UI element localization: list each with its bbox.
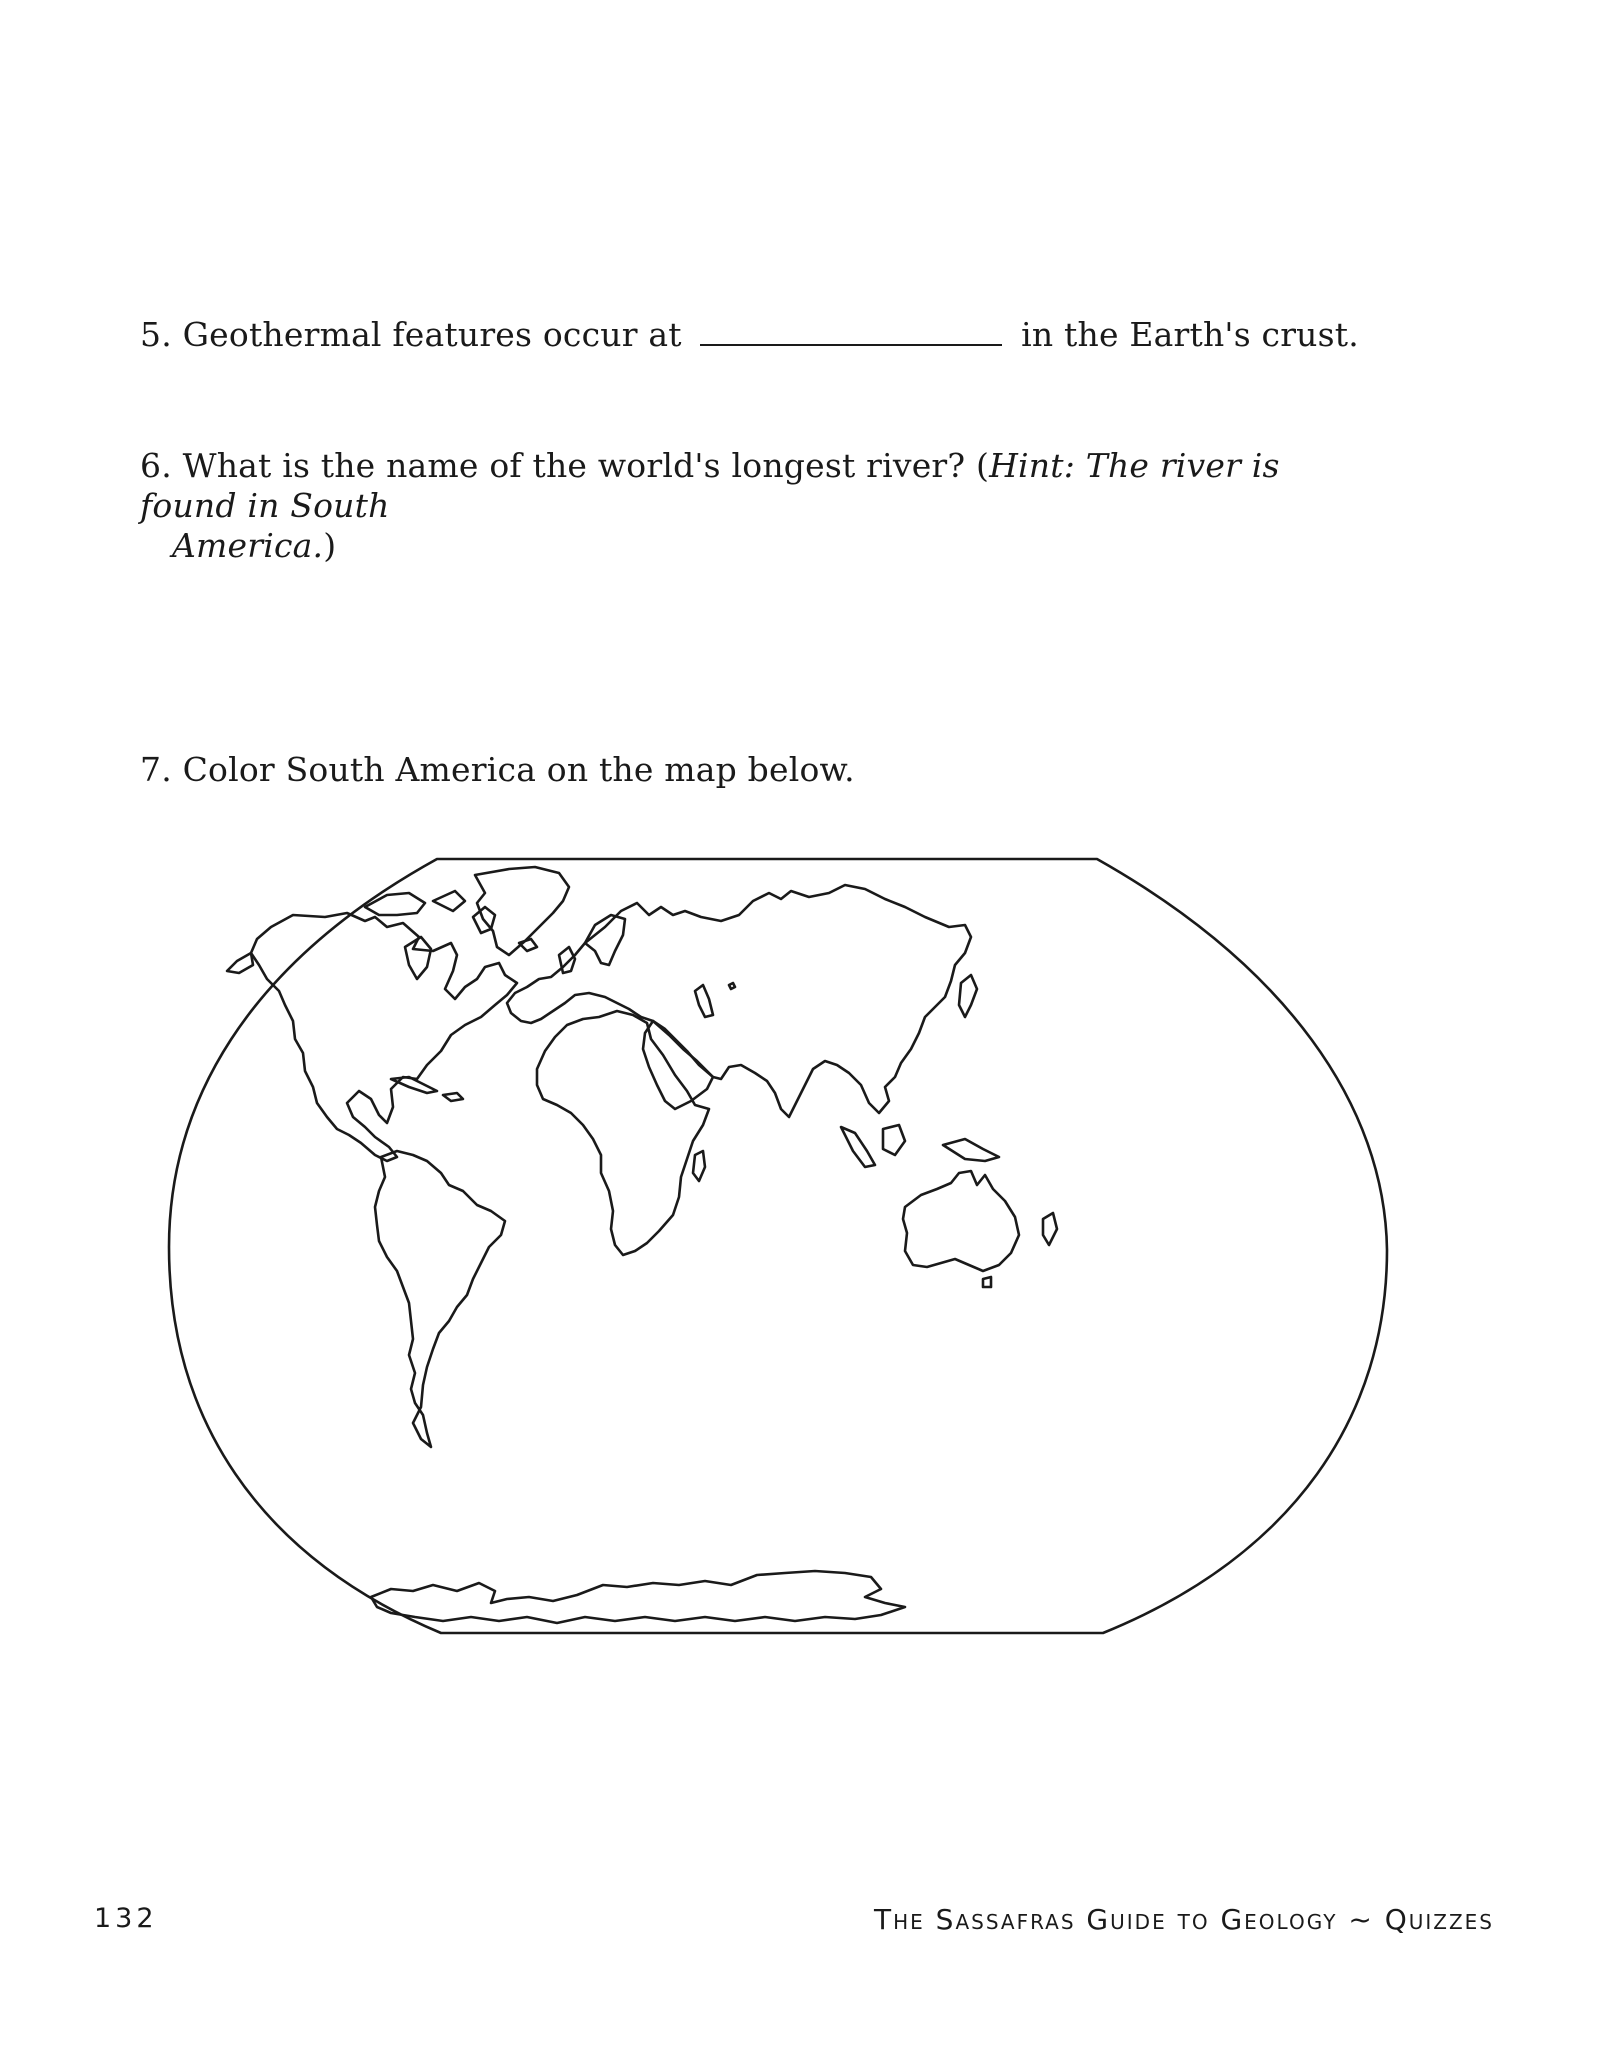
madagascar [693,1151,705,1181]
question-6 [140,446,1370,566]
question-text: What is the name of the world's longest river? [182,446,966,485]
tasmania [983,1277,991,1287]
borneo [883,1125,905,1155]
question-number: 6. [140,446,172,485]
new-guinea [943,1139,999,1161]
new-zealand [1043,1213,1057,1245]
hint-open-paren: ( [976,446,990,485]
arabian-peninsula [643,1021,713,1109]
north-america [251,913,517,1161]
question-7 [140,750,855,790]
south-america [375,1151,505,1447]
running-title: The Sassafras Guide to Geology ~ Quizzes [873,1903,1494,1936]
sumatra [841,1127,875,1167]
scandinavia [585,915,625,965]
question-text: Color South America on the map below. [182,750,855,789]
page-number: 132 [94,1903,158,1934]
arctic-island-3 [405,937,431,979]
arctic-island-2 [433,891,465,911]
question-text-after-blank: in the Earth's crust. [1021,315,1359,354]
great-britain [559,947,575,973]
japan [959,975,977,1017]
hint-text-continued: America. [172,526,324,565]
caspian-sea [695,985,713,1017]
hint-text: Hint: The river is found in South [140,446,1280,525]
aral-sea-dot [729,983,735,989]
question-5 [140,314,1359,355]
eurasia [507,885,971,1117]
antarctica [371,1571,905,1623]
cuba [391,1077,437,1093]
iceland [519,939,537,951]
world-map-outline-icon [165,855,1390,1640]
question-number: 5. [140,315,172,354]
hispaniola [443,1093,463,1101]
answer-blank[interactable] [700,314,1002,346]
australia [903,1171,1019,1271]
hint-close-paren: ) [323,526,337,565]
map-frame [169,859,1387,1633]
question-text-before-blank: Geothermal features occur at [182,315,682,354]
alaska [227,953,253,973]
question-number: 7. [140,750,172,789]
